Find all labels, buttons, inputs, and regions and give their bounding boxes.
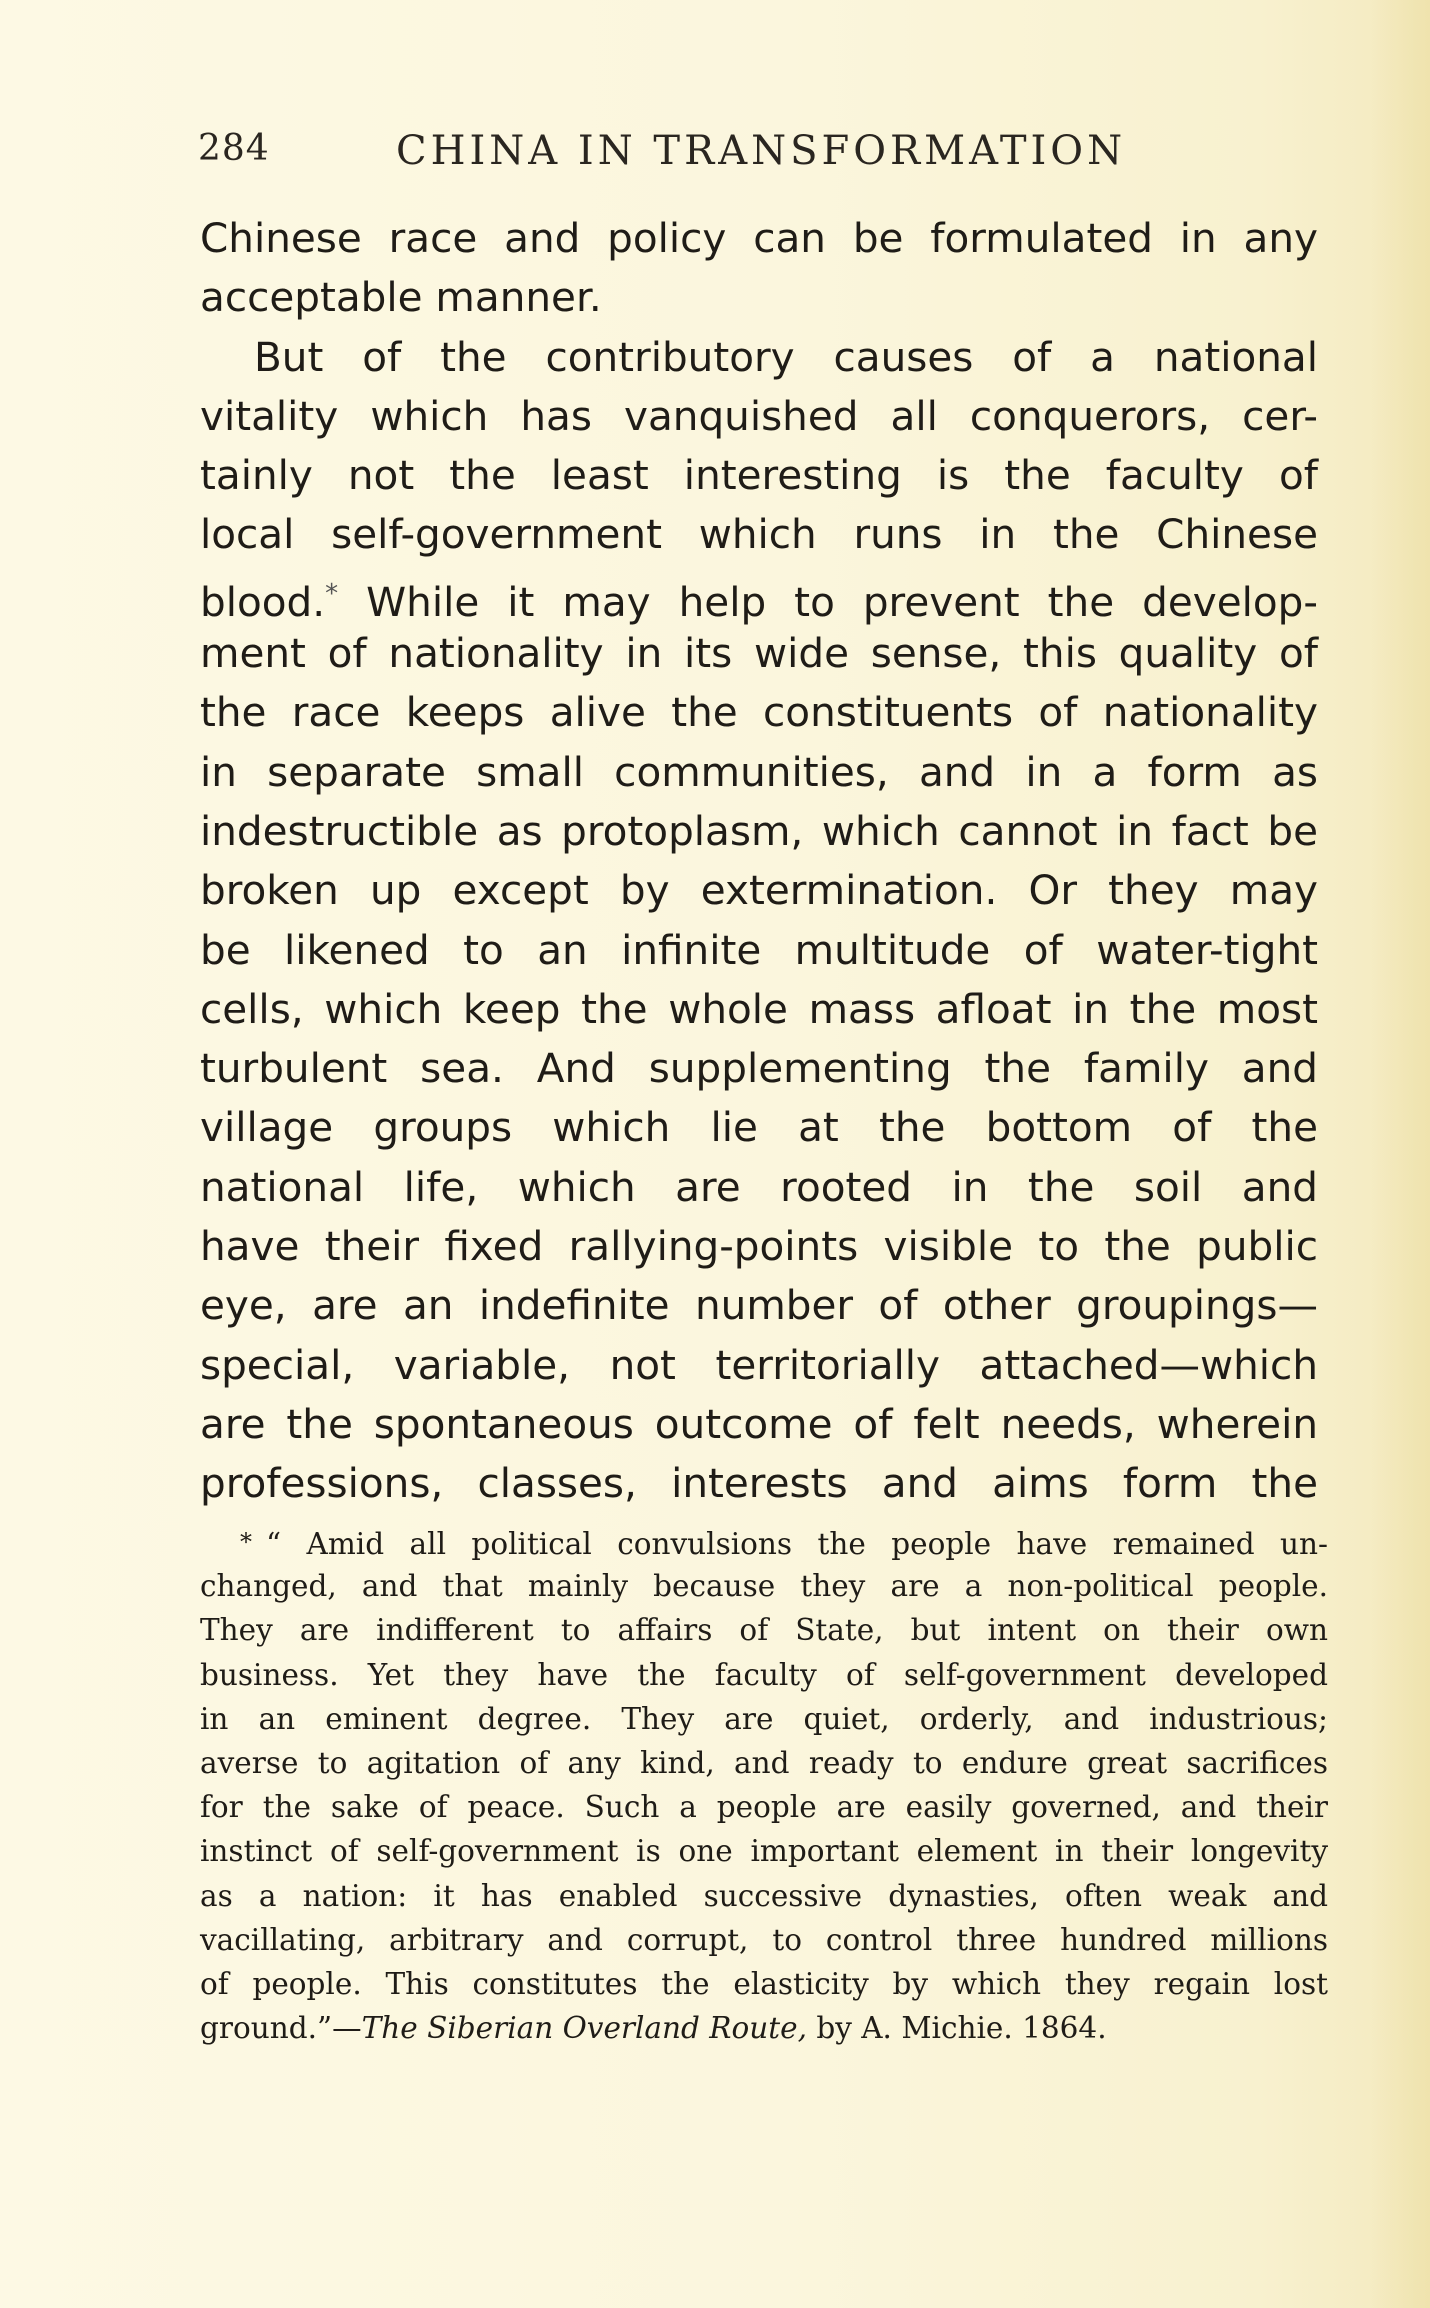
body-line: broken up except by extermination. Or they may	[200, 866, 1318, 915]
footnote-line: business. Yet they have the faculty of self-government developed	[200, 1657, 1328, 1692]
footnote	[200, 1520, 1328, 2050]
body-line: tainly not the least interesting is the faculty of	[200, 451, 1318, 500]
body-line: special, variable, not territorially attached—which	[200, 1340, 1318, 1389]
body-line-with-footnote-ref	[200, 565, 1318, 624]
running-head-title: CHINA IN TRANSFORMATION	[396, 128, 1127, 174]
footnote-line: changed, and that mainly because they are a non-political people.	[200, 1569, 1328, 1604]
body-line: turbulent sea. And supplementing the family and	[200, 1044, 1318, 1093]
body-line: are the spontaneous outcome of felt needs, wherein	[200, 1399, 1318, 1448]
body-line: national life, which are rooted in the soil and	[200, 1162, 1318, 1211]
body-line: ment of nationality in its wide sense, this quality of	[200, 629, 1318, 678]
citation-prefix: ground.”—	[200, 2011, 362, 2046]
body-line: village groups which lie at the bottom of the	[200, 1103, 1318, 1152]
body-line: in separate small communities, and in a form as	[200, 747, 1318, 796]
footnote-line: as a nation: it has enabled successive dynasties, often weak and	[200, 1878, 1328, 1913]
body-line: Chinese race and policy can be formulated in any	[200, 214, 1318, 262]
body-line: local self-government which runs in the Chinese	[200, 510, 1318, 559]
body-line: acceptable manner.	[200, 273, 602, 322]
footnote-line: vacillating, arbitrary and corrupt, to control three hundred millions	[200, 1922, 1328, 1957]
footnote-line: instinct of self-government is one important element in their longevity	[200, 1834, 1328, 1869]
body-line: indestructible as protoplasm, which cannot in fact be	[200, 806, 1318, 855]
main-text	[200, 209, 1318, 1514]
footnote-line: for the sake of peace. Such a people are easily governed, and their	[200, 1790, 1328, 1825]
body-line: be likened to an infinite multitude of water-tight	[200, 925, 1318, 974]
body-line-rest: While it may help to prevent the develop-	[366, 577, 1318, 626]
footnote-line: in an eminent degree. They are quiet, orderly, and industrious;	[200, 1701, 1328, 1736]
footnote-marker: *	[240, 1528, 252, 1556]
page-number: 284	[198, 128, 270, 169]
footnote-line-text: “ Amid all political convulsions the people have remained un-	[266, 1527, 1328, 1561]
body-line: eye, are an indefinite number of other groupings—	[200, 1281, 1318, 1330]
body-line: have their fixed rallying-points visible to the public	[200, 1222, 1318, 1271]
footnote-line: of people. This constitutes the elasticity by which they regain lost	[200, 1966, 1328, 2001]
body-line: But of the contributory causes of a national	[254, 332, 1318, 381]
body-line: professions, classes, interests and aims form the	[200, 1459, 1318, 1508]
footnote-line	[200, 1520, 1328, 1564]
body-line: vitality which has vanquished all conquerors, cer-	[200, 391, 1318, 440]
footnote-reference-marker: *	[325, 578, 339, 609]
body-line: the race keeps alive the constituents of nationality	[200, 688, 1318, 737]
citation-suffix: by A. Michie. 1864.	[806, 2011, 1107, 2046]
footnote-line: They are indifferent to affairs of State, but intent on their own	[200, 1613, 1328, 1648]
footnote-citation-line	[200, 2006, 1328, 2050]
body-line: cells, which keep the whole mass afloat in the most	[200, 984, 1318, 1033]
running-head	[198, 128, 1318, 188]
body-line-start: blood.	[200, 577, 326, 626]
footnote-line: averse to agitation of any kind, and ready to endure great sacrifices	[200, 1745, 1328, 1780]
citation-title: The Siberian Overland Route,	[361, 2011, 807, 2046]
